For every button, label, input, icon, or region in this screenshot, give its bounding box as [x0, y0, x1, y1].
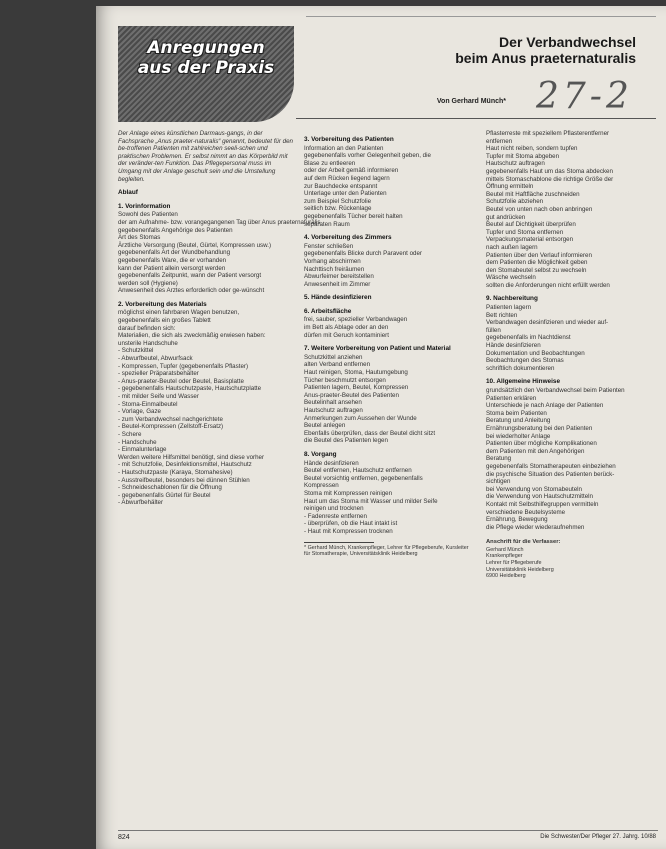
- text-line: Wäsche wechseln: [486, 274, 536, 282]
- text-line: Blase zu entleeren: [304, 159, 356, 167]
- text-line: Stoma beim Patienten: [486, 409, 547, 417]
- text-line: - Schere: [118, 430, 142, 438]
- text-line: - überprüfen, ob die Haut intakt ist: [304, 520, 398, 528]
- section-banner: [118, 26, 294, 122]
- text-line: - zum Verbandwechsel nachgerichtete: [118, 415, 223, 423]
- text-line: - spezieller Präparatsbehälter: [118, 370, 199, 378]
- section-heading: 5. Hände desinfizieren: [304, 294, 372, 302]
- section-heading: 10. Allgemeine Hinweise: [486, 378, 560, 386]
- text-line: entfernen: [486, 137, 513, 145]
- text-line: Beratung: [486, 455, 512, 463]
- footnote-rule: [304, 542, 374, 543]
- text-line: gegebenenfalls im Nachtdienst: [486, 334, 571, 342]
- text-line: Beutelinhalt ansehen: [304, 399, 362, 407]
- text-line: Nachttisch freiräumen: [304, 265, 365, 273]
- text-line: dem Patienten die Möglichkeit geben: [486, 259, 588, 267]
- text-line: bei Verwendung von Stomabeuteln: [486, 485, 582, 493]
- text-line: Beutel von unten nach oben anbringen: [486, 205, 593, 213]
- text-line: die Pflege wieder wiederaufnehmen: [486, 523, 585, 531]
- text-line: Haut um das Stoma mit Wasser und milder Seife: [304, 497, 438, 505]
- column-3-body: [486, 130, 656, 531]
- text-line: Patienten über mögliche Komplikationen: [486, 440, 597, 448]
- text-line: gegebenenfalls vorher Gelegenheit geben, die: [304, 152, 431, 160]
- text-line: Haut nicht reiben, sondern tupfen: [486, 145, 578, 153]
- text-line: Hautschutz auftragen: [304, 407, 363, 414]
- text-line: Unterlage unter den Patienten: [304, 190, 387, 198]
- text-line: Fenster schließen: [304, 242, 354, 250]
- text-line: Schutzkittel anziehen: [304, 353, 363, 361]
- text-line: Anmerkungen zum Aussehen der Wunde: [304, 414, 417, 422]
- section-heading: 3. Vorbereitung des Patienten: [304, 136, 394, 143]
- footer-rule: [118, 830, 658, 831]
- address-line: 6900 Heidelberg: [486, 573, 526, 580]
- text-line: mittels Stomaschablone die richtige Größe der: [486, 175, 614, 183]
- text-line: - mit Schutzfolie, Desinfektionsmittel, Hautschutz: [118, 461, 252, 469]
- address-title: Anschrift für die Verfasser:: [486, 539, 561, 546]
- section-heading: 8. Vorgang: [304, 450, 337, 458]
- text-line: Bett richten: [486, 311, 518, 319]
- text-line: werden soll (Hygiene): [118, 279, 178, 287]
- text-line: sichtigen: [486, 478, 511, 486]
- text-line: Anwesenheit im Zimmer: [304, 280, 371, 288]
- text-line: Beutel anlegen: [304, 422, 346, 430]
- text-line: Vorhang abschirmen: [304, 257, 361, 265]
- text-line: die Verwendung von Hautschutzmitteln: [486, 493, 593, 501]
- text-line: gegebenenfalls Stomatherapeuten einbeziehen: [486, 462, 616, 470]
- text-line: alten Verband entfernen: [304, 361, 371, 369]
- text-line: Anwesenheit des Arztes erforderlich oder ge-wünscht: [118, 287, 265, 295]
- section-heading: Ablauf: [118, 189, 138, 197]
- text-line: verschiedene Beutelsysteme: [486, 508, 566, 516]
- text-line: Öffnung ermitteln: [486, 183, 534, 191]
- text-line: - Stoma-Einmalbeutel: [118, 400, 178, 408]
- section-heading: 1. Vorinformation: [118, 202, 171, 210]
- title-line-1: Der Verbandwechsel: [499, 34, 636, 50]
- text-line: gegebenenfalls Art der Wundbehandlung: [118, 249, 231, 257]
- text-line: Patienten lagern: [486, 304, 532, 312]
- text-line: - Ausstreifbeutel, besonders bei dünnen Stühlen: [118, 476, 250, 484]
- text-line: Haut reinigen, Stoma, Hautumgebung: [304, 369, 408, 377]
- text-line: Patienten erklären: [486, 394, 537, 402]
- text-line: frei, sauber, spezieller Verbandwagen: [304, 316, 408, 324]
- text-line: Ernährung, Bewegung: [486, 516, 548, 524]
- article-title: [306, 34, 636, 66]
- text-line: gegebenenfalls Ware, die er vorhanden: [118, 256, 227, 264]
- text-line: - Kompressen, Tupfer (gegebenenfalls Pflaster): [118, 362, 249, 370]
- author-line: Von Gerhard Münch*: [436, 98, 506, 105]
- text-line: darauf befinden sich:: [118, 324, 176, 332]
- text-line: dürfen mit Geruch kontaminiert: [304, 331, 389, 339]
- document-page: [96, 6, 666, 849]
- text-line: - Haut mit Kompressen trocknen: [304, 527, 393, 535]
- text-line: seitlich bzw. Rückenlage: [304, 205, 372, 213]
- text-line: - Abwurfbehälter: [118, 499, 164, 507]
- text-line: Unterschiede je nach Anlage der Patienten: [486, 402, 604, 410]
- text-line: - gegebenenfalls Hautschutzpaste, Hautschutzplatte: [118, 385, 262, 393]
- text-line: Patienten über den Verlauf informieren: [486, 251, 592, 259]
- section-heading: 4. Vorbereitung des Zimmers: [304, 234, 392, 242]
- text-line: Tupfer mit Stoma abgeben: [486, 152, 560, 160]
- banner-line-2: aus der Praxis: [137, 58, 275, 78]
- column-2: [304, 130, 476, 558]
- text-line: - Anus-praeter-Beutel oder Beutel, Basisplatte: [118, 377, 244, 385]
- text-line: gegebenenfalls Zeitpunkt, wann der Patient versorgt: [118, 272, 262, 280]
- text-line: Schutzfolie abziehen: [486, 198, 544, 206]
- title-rule: [296, 118, 656, 119]
- text-line: gegebenenfalls Tücher bereit halten: [304, 212, 403, 220]
- banner-text: [118, 38, 294, 78]
- section-heading: 9. Nachbereitung: [486, 295, 538, 303]
- text-line: oder der Arbeit gemäß informieren: [304, 167, 399, 175]
- text-line: der am Aufnahme- bzw. vorangegangenen Tag über Anus praeternaturalis: [118, 218, 321, 226]
- text-line: - Beutel-Kompressen (Zellstoff-Ersatz): [118, 423, 224, 431]
- text-line: Werden weitere Hilfsmittel benötigt, sind diese vorher: [118, 453, 265, 461]
- text-line: gegebenenfalls Haut um das Stoma abdecken: [486, 167, 613, 175]
- text-line: grundsätzlich den Verbandwechsel beim Patienten: [486, 387, 625, 394]
- text-line: gegebenenfalls Angehörige des Patienten: [118, 226, 233, 234]
- address-line: Krankenpfleger: [486, 553, 523, 560]
- text-line: Information an den Patienten: [304, 144, 384, 152]
- section-heading: 7. Weitere Vorbereitung von Patient und Material: [304, 345, 451, 353]
- address-line: Gerhard Münch: [486, 546, 524, 553]
- text-line: Sowohl des Patienten: [118, 211, 178, 219]
- text-line: Ärztliche Versorgung (Beutel, Gürtel, Kompressen usw.): [118, 241, 272, 249]
- text-line: - Einmalunterlage: [118, 446, 167, 454]
- text-line: unsterile Handschuhe: [118, 339, 178, 347]
- text-line: Patienten lagern, Beutel, Kompressen: [304, 384, 409, 392]
- text-line: zum Beispiel Schutzfolie: [304, 197, 372, 205]
- text-line: Dokumentation und Beobachtungen: [486, 349, 585, 357]
- column-2-body: [304, 136, 476, 536]
- text-line: auf dem Rücken liegend lagern: [304, 174, 390, 182]
- address-line: Universitätsklinik Heidelberg: [486, 566, 554, 573]
- text-line: Tupfer und Stoma entfernen: [486, 228, 564, 236]
- section-heading: 2. Vorbereitung des Materials: [118, 300, 207, 308]
- address-line: Lehrer für Pflegeberufe: [486, 560, 542, 567]
- text-line: - Schneideschablonen für die Öffnung: [118, 484, 222, 492]
- page-number: 824: [118, 834, 130, 841]
- text-line: separaten Raum: [304, 220, 350, 228]
- text-line: nach außen lagern: [486, 243, 538, 251]
- text-line: Beutel mit Haftfläche zuschneiden: [486, 190, 580, 198]
- text-line: Art des Stomas: [118, 234, 161, 242]
- text-line: Anus-praeter-Beutel des Patienten: [304, 391, 399, 399]
- text-line: den Stomabeutel selbst zu wechseln: [486, 266, 587, 274]
- text-line: - Fadenreste entfernen: [304, 512, 367, 520]
- text-line: bei wiederholter Anlage: [486, 432, 551, 440]
- section-heading: 6. Arbeitsfläche: [304, 307, 352, 315]
- text-line: - gegebenenfalls Gürtel für Beutel: [118, 491, 211, 499]
- text-line: Beobachtungen des Stomas: [486, 357, 564, 365]
- text-line: kann der Patient allein versorgt werden: [118, 264, 226, 272]
- banner-line-1: Anregungen: [147, 38, 265, 58]
- text-line: Stoma mit Kompressen reinigen: [304, 489, 393, 497]
- text-line: Beutel auf Dichtigkeit überprüfen: [486, 221, 576, 229]
- column-3: [486, 130, 656, 580]
- footnote: * Gerhard Münch, Krankenpfleger, Lehrer für Pflegeberufe, Kursleiter für Stomatherapie, Universitätsklinik Heidelberg: [304, 544, 469, 558]
- text-line: die Beutel des Patienten legen: [304, 437, 388, 445]
- text-line: Hände desinfizieren: [486, 342, 541, 350]
- text-line: gegebenenfalls Blicke durch Paravent oder: [304, 250, 422, 258]
- text-line: die psychische Situation des Patienten berück-: [486, 470, 615, 478]
- title-line-2: beim Anus praeternaturalis: [455, 50, 636, 66]
- text-line: im Bett als Ablage oder an den: [304, 324, 389, 332]
- text-line: schriftlich dokumentieren: [486, 364, 555, 372]
- text-line: Abwurfeimer bereitstellen: [304, 273, 374, 281]
- text-line: - Schutzkittel: [118, 347, 154, 355]
- text-line: zur Bauchdecke entspannt: [304, 182, 378, 190]
- text-line: Kontakt mit Selbsthilfegruppen vermitteln: [486, 500, 599, 508]
- text-line: Tücher beschmutzt entsorgen: [304, 376, 386, 384]
- text-line: Materialien, die sich als zweckmäßig erwiesen haben:: [118, 332, 266, 340]
- text-line: Beutel vorsichtig entfernen, gegebenenfalls: [304, 474, 423, 482]
- text-line: möglichst einen fahrbaren Wagen benutzen,: [118, 309, 240, 317]
- top-rule: [306, 16, 656, 17]
- text-line: - mit milder Seife und Wasser: [118, 393, 199, 400]
- text-line: Hände desinfizieren: [304, 459, 359, 467]
- intro-paragraph: Der Anlage eines künstlichen Darmaus-gangs, in der Fachsprache „Anus praeter-naturalis“ genannt, bedeutet für den be-troffenen Patienten mit zahlreichen seeli-schen und praktischen Problemen. Er selbst nimmt an das Körperbild mit der veränder-ten Funktion. Das Pflegepersonal muss im Umgang mit der Anlage geschult sein und die Umstellung begleiten.: [118, 130, 293, 183]
- text-line: gegebenenfalls ein großes Tablett: [118, 317, 211, 325]
- journal-reference: Die Schwester/Der Pfleger 27. Jahrg. 10/88: [540, 834, 656, 840]
- text-line: gut andrücken: [486, 213, 526, 221]
- text-line: Beutel entfernen, Hautschutz entfernen: [304, 467, 412, 475]
- text-line: - Vorlage, Gaze: [118, 408, 161, 416]
- text-line: - Abwurfbeutel, Abwurfsack: [118, 355, 193, 363]
- text-line: Verpackungsmaterial entsorgen: [486, 236, 574, 244]
- text-line: Beratung und Anleitung: [486, 417, 551, 425]
- text-line: - Hautschutzpaste (Karaya, Stomahesive): [118, 468, 233, 476]
- text-line: Ebenfalls überprüfen, dass der Beutel dicht sitzt: [304, 429, 436, 437]
- text-line: reinigen und trocknen: [304, 505, 364, 513]
- text-line: Hautschutz auftragen: [486, 160, 545, 168]
- text-line: - Handschuhe: [118, 438, 157, 446]
- address-block: [486, 547, 656, 580]
- handwritten-annotation: 27-2: [536, 76, 633, 117]
- text-line: sollten die Anforderungen nicht erfüllt werden: [486, 281, 610, 289]
- text-line: dem Patienten mit den Angehörigen: [486, 447, 585, 455]
- text-line: Pflasterreste mit speziellem Pflasterentferner: [486, 130, 610, 137]
- text-line: Ernährungsberatung bei den Patienten: [486, 424, 593, 432]
- text-line: Verbandwagen desinfizieren und wieder auf-: [486, 319, 609, 327]
- text-line: Kompressen: [304, 482, 339, 490]
- text-line: füllen: [486, 326, 501, 334]
